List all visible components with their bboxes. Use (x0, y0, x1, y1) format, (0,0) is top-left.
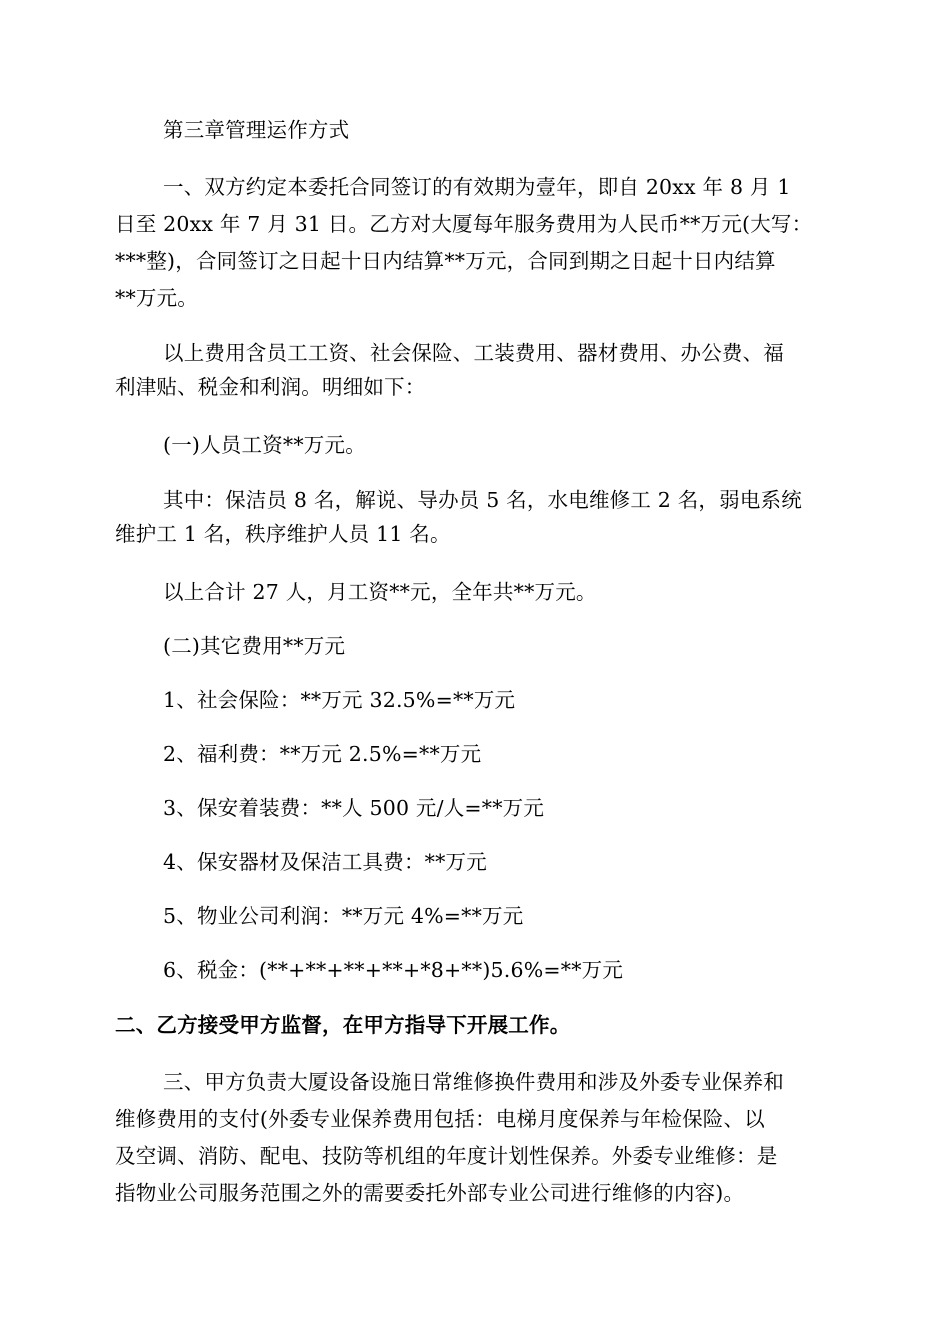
paragraph-line: 维护工 1 名，秩序维护人员 11 名。 (115, 522, 451, 546)
fee-item-text: 5、物业公司利润：**万元 4%=**万元 (163, 904, 524, 928)
fee-item-5 (115, 899, 835, 933)
item-other-fees (115, 629, 835, 663)
fee-item-text: 4、保安器材及保洁工具费：**万元 (163, 850, 487, 874)
fee-item-text: 6、税金：(**+**+**+**+*8+**)5.6%=**万元 (163, 958, 624, 982)
fee-item-3 (115, 791, 835, 825)
fee-item-text: 1、社会保险：**万元 32.5%=**万元 (163, 688, 516, 712)
fee-item-text: 3、保安着装费：**人 500 元/人=**万元 (163, 796, 545, 820)
item-text: (一)人员工资**万元。 (163, 433, 366, 457)
paragraph-maintenance-costs (115, 1064, 835, 1212)
paragraph-line: ***整)，合同签订之日起十日内结算**万元，合同到期之日起十日内结算 (115, 249, 776, 273)
fee-item-1 (115, 683, 835, 717)
paragraph-line: 日至 20xx 年 7 月 31 日。乙方对大厦每年服务费用为人民币**万元(大写： (115, 212, 813, 236)
section-heading-text: 二、乙方接受甲方监督，在甲方指导下开展工作。 (115, 1013, 571, 1037)
paragraph-line: 以上费用含员工工资、社会保险、工装费用、器材费用、办公费、福 (163, 341, 784, 365)
paragraph-fee-contents (115, 336, 835, 404)
paragraph-line: 一、双方约定本委托合同签订的有效期为壹年，即自 20xx 年 8 月 1 (163, 175, 791, 199)
section-heading-supervision (115, 1008, 835, 1042)
paragraph-staff-total (115, 575, 835, 609)
paragraph-line: 三、甲方负责大厦设备设施日常维修换件费用和涉及外委专业保养和 (163, 1070, 784, 1094)
item-text: (二)其它费用**万元 (163, 634, 346, 658)
paragraph-contract-term (115, 169, 835, 317)
fee-item-4 (115, 845, 835, 879)
paragraph-line: 利津贴、税金和利润。明细如下： (115, 375, 426, 399)
paragraph-line: 指物业公司服务范围之外的需要委托外部专业公司进行维修的内容)。 (115, 1181, 745, 1205)
paragraph-line: 及空调、消防、配电、技防等机组的年度计划性保养。外委专业维修：是 (115, 1144, 778, 1168)
item-personnel-wages (115, 428, 835, 462)
chapter-title (115, 113, 835, 147)
chapter-title-text: 第三章管理运作方式 (163, 118, 350, 142)
paragraph-line: 以上合计 27 人，月工资**元，全年共**万元。 (163, 580, 597, 604)
fee-item-6 (115, 953, 835, 987)
paragraph-line: 维修费用的支付(外委专业保养费用包括：电梯月度保养与年检保险、以 (115, 1107, 765, 1131)
fee-item-2 (115, 737, 835, 771)
paragraph-staff-breakdown (115, 483, 835, 551)
fee-item-text: 2、福利费：**万元 2.5%=**万元 (163, 742, 482, 766)
paragraph-line: 其中：保洁员 8 名，解说、导办员 5 名，水电维修工 2 名，弱电系统 (163, 488, 802, 512)
paragraph-line: **万元。 (115, 286, 198, 310)
